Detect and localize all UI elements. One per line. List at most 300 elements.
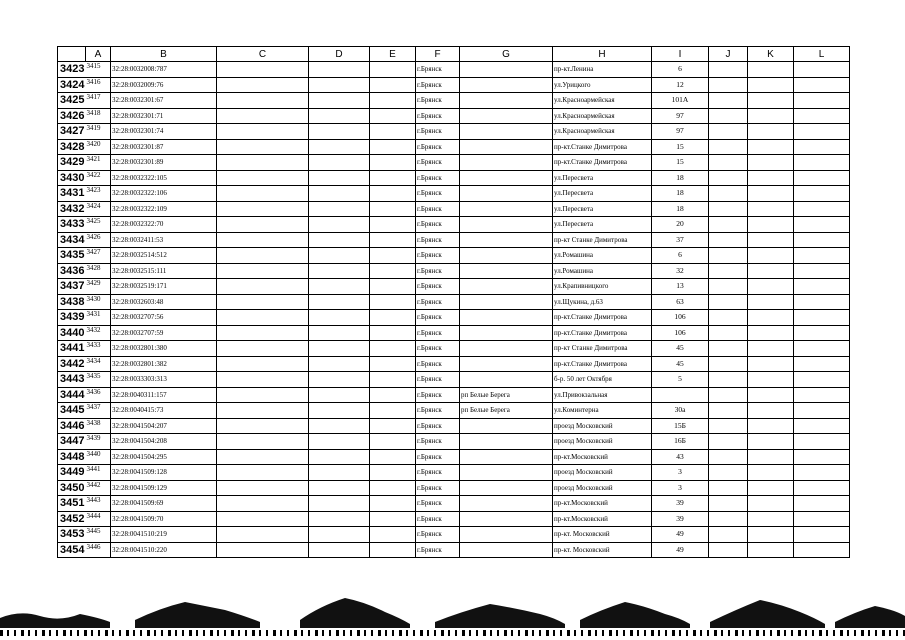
cell-e[interactable] (370, 217, 416, 233)
cell-h[interactable]: ул.Красноармейская (553, 108, 652, 124)
cell-a[interactable]: 3442 (86, 480, 111, 496)
cell-i[interactable]: 30а (652, 403, 709, 419)
cell-l[interactable] (794, 155, 850, 171)
cell-a[interactable]: 3446 (86, 542, 111, 558)
cell-d[interactable] (309, 232, 370, 248)
cell-g[interactable] (460, 294, 553, 310)
cell-b[interactable]: 32:28:0032322:106 (111, 186, 217, 202)
row-number[interactable]: 3432 (58, 201, 86, 217)
cell-c[interactable] (217, 108, 309, 124)
cell-b[interactable]: 32:28:0033303:313 (111, 372, 217, 388)
cell-g[interactable] (460, 542, 553, 558)
cell-g[interactable] (460, 62, 553, 78)
cell-l[interactable] (794, 465, 850, 481)
cell-j[interactable] (709, 403, 748, 419)
cell-k[interactable] (748, 139, 794, 155)
cell-b[interactable]: 32:28:0040415:73 (111, 403, 217, 419)
row-number[interactable]: 3447 (58, 434, 86, 450)
cell-l[interactable] (794, 201, 850, 217)
cell-f[interactable]: г.Брянск (416, 372, 460, 388)
cell-k[interactable] (748, 356, 794, 372)
row-number[interactable]: 3424 (58, 77, 86, 93)
cell-h[interactable]: ул.Привокзальная (553, 387, 652, 403)
cell-i[interactable]: 39 (652, 496, 709, 512)
cell-g[interactable]: рп Белые Берега (460, 403, 553, 419)
cell-l[interactable] (794, 403, 850, 419)
cell-a[interactable]: 3422 (86, 170, 111, 186)
cell-f[interactable]: г.Брянск (416, 77, 460, 93)
cell-d[interactable] (309, 217, 370, 233)
cell-c[interactable] (217, 403, 309, 419)
cell-k[interactable] (748, 542, 794, 558)
cell-l[interactable] (794, 77, 850, 93)
cell-k[interactable] (748, 403, 794, 419)
cell-i[interactable]: 13 (652, 279, 709, 295)
cell-d[interactable] (309, 434, 370, 450)
cell-d[interactable] (309, 542, 370, 558)
cell-h[interactable]: пр-кт Станке Димитрова (553, 341, 652, 357)
cell-b[interactable]: 32:28:0041504:295 (111, 449, 217, 465)
cell-i[interactable]: 18 (652, 170, 709, 186)
cell-f[interactable]: г.Брянск (416, 279, 460, 295)
cell-i[interactable]: 15 (652, 155, 709, 171)
cell-b[interactable]: 32:28:0041510:219 (111, 527, 217, 543)
cell-f[interactable]: г.Брянск (416, 108, 460, 124)
row-number[interactable]: 3426 (58, 108, 86, 124)
cell-j[interactable] (709, 527, 748, 543)
cell-c[interactable] (217, 310, 309, 326)
cell-g[interactable] (460, 465, 553, 481)
cell-g[interactable] (460, 248, 553, 264)
cell-e[interactable] (370, 480, 416, 496)
cell-b[interactable]: 32:28:0032603:48 (111, 294, 217, 310)
cell-k[interactable] (748, 217, 794, 233)
cell-f[interactable]: г.Брянск (416, 310, 460, 326)
cell-k[interactable] (748, 449, 794, 465)
cell-j[interactable] (709, 341, 748, 357)
cell-b[interactable]: 32:28:0032801:380 (111, 341, 217, 357)
cell-f[interactable]: г.Брянск (416, 325, 460, 341)
cell-a[interactable]: 3439 (86, 434, 111, 450)
cell-a[interactable]: 3440 (86, 449, 111, 465)
cell-c[interactable] (217, 62, 309, 78)
cell-i[interactable]: 16Б (652, 434, 709, 450)
cell-h[interactable]: проезд Московский (553, 480, 652, 496)
cell-d[interactable] (309, 186, 370, 202)
cell-f[interactable]: г.Брянск (416, 201, 460, 217)
cell-l[interactable] (794, 527, 850, 543)
cell-k[interactable] (748, 527, 794, 543)
cell-h[interactable]: проезд Московский (553, 418, 652, 434)
cell-g[interactable] (460, 496, 553, 512)
cell-a[interactable]: 3425 (86, 217, 111, 233)
cell-h[interactable]: ул.Красноармейская (553, 124, 652, 140)
cell-d[interactable] (309, 310, 370, 326)
cell-a[interactable]: 3445 (86, 527, 111, 543)
cell-l[interactable] (794, 480, 850, 496)
cell-f[interactable]: г.Брянск (416, 418, 460, 434)
cell-e[interactable] (370, 155, 416, 171)
cell-a[interactable]: 3419 (86, 124, 111, 140)
cell-k[interactable] (748, 62, 794, 78)
cell-g[interactable] (460, 201, 553, 217)
cell-e[interactable] (370, 542, 416, 558)
cell-j[interactable] (709, 449, 748, 465)
cell-g[interactable] (460, 341, 553, 357)
cell-h[interactable]: ул.Пересвета (553, 201, 652, 217)
cell-k[interactable] (748, 325, 794, 341)
cell-c[interactable] (217, 217, 309, 233)
cell-i[interactable]: 3 (652, 465, 709, 481)
cell-g[interactable] (460, 434, 553, 450)
cell-j[interactable] (709, 201, 748, 217)
cell-g[interactable] (460, 93, 553, 109)
cell-c[interactable] (217, 341, 309, 357)
cell-g[interactable] (460, 124, 553, 140)
row-number[interactable]: 3450 (58, 480, 86, 496)
column-header-a[interactable]: A (86, 47, 111, 62)
row-number[interactable]: 3451 (58, 496, 86, 512)
cell-l[interactable] (794, 248, 850, 264)
cell-h[interactable]: б-р. 50 лет Октября (553, 372, 652, 388)
cell-a[interactable]: 3416 (86, 77, 111, 93)
cell-h[interactable]: пр-кт.Ленина (553, 62, 652, 78)
cell-j[interactable] (709, 418, 748, 434)
cell-l[interactable] (794, 124, 850, 140)
cell-f[interactable]: г.Брянск (416, 341, 460, 357)
cell-b[interactable]: 32:28:0041509:69 (111, 496, 217, 512)
column-header-k[interactable]: K (748, 47, 794, 62)
cell-d[interactable] (309, 93, 370, 109)
cell-l[interactable] (794, 325, 850, 341)
cell-i[interactable]: 37 (652, 232, 709, 248)
row-number[interactable]: 3430 (58, 170, 86, 186)
row-number[interactable]: 3452 (58, 511, 86, 527)
cell-d[interactable] (309, 325, 370, 341)
row-number[interactable]: 3438 (58, 294, 86, 310)
cell-f[interactable]: г.Брянск (416, 248, 460, 264)
cell-e[interactable] (370, 108, 416, 124)
cell-h[interactable]: ул.Ромашина (553, 248, 652, 264)
cell-c[interactable] (217, 232, 309, 248)
cell-e[interactable] (370, 310, 416, 326)
cell-e[interactable] (370, 201, 416, 217)
cell-g[interactable] (460, 372, 553, 388)
cell-h[interactable]: ул.Красноармейская (553, 93, 652, 109)
cell-l[interactable] (794, 511, 850, 527)
cell-i[interactable]: 97 (652, 108, 709, 124)
cell-d[interactable] (309, 124, 370, 140)
cell-c[interactable] (217, 93, 309, 109)
cell-f[interactable]: г.Брянск (416, 186, 460, 202)
row-number[interactable]: 3437 (58, 279, 86, 295)
cell-e[interactable] (370, 372, 416, 388)
cell-a[interactable]: 3426 (86, 232, 111, 248)
cell-b[interactable]: 32:28:0041509:128 (111, 465, 217, 481)
cell-c[interactable] (217, 465, 309, 481)
cell-a[interactable]: 3434 (86, 356, 111, 372)
cell-e[interactable] (370, 511, 416, 527)
cell-e[interactable] (370, 62, 416, 78)
cell-l[interactable] (794, 170, 850, 186)
column-header-f[interactable]: F (416, 47, 460, 62)
cell-b[interactable]: 32:28:0041504:207 (111, 418, 217, 434)
cell-c[interactable] (217, 155, 309, 171)
cell-j[interactable] (709, 62, 748, 78)
cell-d[interactable] (309, 77, 370, 93)
cell-h[interactable]: ул.Коминтерна (553, 403, 652, 419)
cell-d[interactable] (309, 356, 370, 372)
cell-b[interactable]: 32:28:0032301:89 (111, 155, 217, 171)
cell-a[interactable]: 3424 (86, 201, 111, 217)
cell-g[interactable] (460, 108, 553, 124)
cell-k[interactable] (748, 201, 794, 217)
cell-g[interactable] (460, 217, 553, 233)
cell-j[interactable] (709, 372, 748, 388)
cell-e[interactable] (370, 279, 416, 295)
cell-l[interactable] (794, 294, 850, 310)
cell-j[interactable] (709, 279, 748, 295)
cell-j[interactable] (709, 465, 748, 481)
cell-d[interactable] (309, 480, 370, 496)
column-header-g[interactable]: G (460, 47, 553, 62)
column-header-c[interactable]: C (217, 47, 309, 62)
cell-j[interactable] (709, 511, 748, 527)
row-number[interactable]: 3442 (58, 356, 86, 372)
cell-l[interactable] (794, 418, 850, 434)
row-number[interactable]: 3449 (58, 465, 86, 481)
cell-i[interactable]: 15Б (652, 418, 709, 434)
cell-h[interactable]: пр-кт. Московский (553, 527, 652, 543)
cell-c[interactable] (217, 77, 309, 93)
cell-a[interactable]: 3435 (86, 372, 111, 388)
cell-k[interactable] (748, 387, 794, 403)
cell-b[interactable]: 32:28:0041509:129 (111, 480, 217, 496)
row-number[interactable]: 3429 (58, 155, 86, 171)
cell-k[interactable] (748, 108, 794, 124)
cell-j[interactable] (709, 155, 748, 171)
cell-b[interactable]: 32:28:0032301:74 (111, 124, 217, 140)
cell-i[interactable]: 106 (652, 325, 709, 341)
cell-c[interactable] (217, 294, 309, 310)
cell-h[interactable]: ул.Крапивницкого (553, 279, 652, 295)
cell-g[interactable] (460, 186, 553, 202)
row-number[interactable]: 3434 (58, 232, 86, 248)
cell-c[interactable] (217, 325, 309, 341)
cell-f[interactable]: г.Брянск (416, 155, 460, 171)
cell-f[interactable]: г.Брянск (416, 527, 460, 543)
cell-b[interactable]: 32:28:0041504:208 (111, 434, 217, 450)
cell-j[interactable] (709, 310, 748, 326)
cell-h[interactable]: пр-кт. Московский (553, 542, 652, 558)
cell-b[interactable]: 32:28:0032801:382 (111, 356, 217, 372)
cell-k[interactable] (748, 170, 794, 186)
cell-f[interactable]: г.Брянск (416, 465, 460, 481)
row-number[interactable]: 3443 (58, 372, 86, 388)
cell-a[interactable]: 3423 (86, 186, 111, 202)
cell-e[interactable] (370, 139, 416, 155)
cell-d[interactable] (309, 201, 370, 217)
cell-g[interactable] (460, 170, 553, 186)
cell-e[interactable] (370, 434, 416, 450)
cell-c[interactable] (217, 356, 309, 372)
cell-g[interactable] (460, 77, 553, 93)
cell-b[interactable]: 32:28:0032707:56 (111, 310, 217, 326)
cell-g[interactable] (460, 310, 553, 326)
cell-e[interactable] (370, 527, 416, 543)
cell-i[interactable]: 6 (652, 62, 709, 78)
cell-f[interactable]: г.Брянск (416, 294, 460, 310)
cell-e[interactable] (370, 403, 416, 419)
cell-d[interactable] (309, 511, 370, 527)
cell-h[interactable]: ул.Ромашина (553, 263, 652, 279)
cell-j[interactable] (709, 217, 748, 233)
cell-k[interactable] (748, 294, 794, 310)
cell-k[interactable] (748, 124, 794, 140)
cell-a[interactable]: 3417 (86, 93, 111, 109)
row-number[interactable]: 3433 (58, 217, 86, 233)
cell-e[interactable] (370, 418, 416, 434)
cell-e[interactable] (370, 325, 416, 341)
column-header-i[interactable]: I (652, 47, 709, 62)
row-number[interactable]: 3431 (58, 186, 86, 202)
cell-b[interactable]: 32:28:0032301:87 (111, 139, 217, 155)
cell-l[interactable] (794, 263, 850, 279)
cell-e[interactable] (370, 356, 416, 372)
cell-g[interactable] (460, 139, 553, 155)
cell-d[interactable] (309, 403, 370, 419)
cell-h[interactable]: ул.Пересвета (553, 170, 652, 186)
cell-h[interactable]: пр-кт.Станке Димитрова (553, 325, 652, 341)
cell-d[interactable] (309, 449, 370, 465)
cell-a[interactable]: 3431 (86, 310, 111, 326)
cell-h[interactable]: пр-кт.Станке Димитрова (553, 139, 652, 155)
cell-f[interactable]: г.Брянск (416, 232, 460, 248)
cell-j[interactable] (709, 294, 748, 310)
cell-k[interactable] (748, 186, 794, 202)
cell-c[interactable] (217, 511, 309, 527)
cell-l[interactable] (794, 356, 850, 372)
cell-b[interactable]: 32:28:0041509:70 (111, 511, 217, 527)
cell-l[interactable] (794, 387, 850, 403)
row-number[interactable]: 3444 (58, 387, 86, 403)
cell-a[interactable]: 3432 (86, 325, 111, 341)
cell-a[interactable]: 3438 (86, 418, 111, 434)
cell-g[interactable] (460, 418, 553, 434)
cell-d[interactable] (309, 294, 370, 310)
cell-h[interactable]: пр-кт.Московский (553, 449, 652, 465)
cell-b[interactable]: 32:28:0032411:53 (111, 232, 217, 248)
cell-a[interactable]: 3415 (86, 62, 111, 78)
cell-l[interactable] (794, 449, 850, 465)
cell-a[interactable]: 3421 (86, 155, 111, 171)
cell-k[interactable] (748, 310, 794, 326)
cell-d[interactable] (309, 108, 370, 124)
cell-h[interactable]: проезд Московский (553, 465, 652, 481)
cell-d[interactable] (309, 170, 370, 186)
cell-g[interactable] (460, 325, 553, 341)
cell-a[interactable]: 3437 (86, 403, 111, 419)
cell-b[interactable]: 32:28:0032515:111 (111, 263, 217, 279)
cell-d[interactable] (309, 387, 370, 403)
cell-i[interactable]: 6 (652, 248, 709, 264)
cell-c[interactable] (217, 434, 309, 450)
cell-e[interactable] (370, 248, 416, 264)
cell-l[interactable] (794, 186, 850, 202)
cell-k[interactable] (748, 155, 794, 171)
row-number[interactable]: 3448 (58, 449, 86, 465)
cell-l[interactable] (794, 434, 850, 450)
cell-k[interactable] (748, 232, 794, 248)
cell-c[interactable] (217, 387, 309, 403)
column-header-j[interactable]: J (709, 47, 748, 62)
cell-g[interactable] (460, 279, 553, 295)
cell-k[interactable] (748, 511, 794, 527)
cell-a[interactable]: 3436 (86, 387, 111, 403)
cell-a[interactable]: 3441 (86, 465, 111, 481)
cell-b[interactable]: 32:28:0032009:76 (111, 77, 217, 93)
cell-c[interactable] (217, 418, 309, 434)
column-header-d[interactable]: D (309, 47, 370, 62)
row-number[interactable]: 3425 (58, 93, 86, 109)
cell-c[interactable] (217, 186, 309, 202)
cell-e[interactable] (370, 263, 416, 279)
cell-i[interactable]: 101А (652, 93, 709, 109)
cell-h[interactable]: пр-кт Станке Димитрова (553, 232, 652, 248)
cell-d[interactable] (309, 496, 370, 512)
cell-c[interactable] (217, 201, 309, 217)
cell-h[interactable]: пр-кт.Московский (553, 511, 652, 527)
cell-e[interactable] (370, 294, 416, 310)
cell-i[interactable]: 49 (652, 542, 709, 558)
cell-i[interactable]: 32 (652, 263, 709, 279)
cell-l[interactable] (794, 93, 850, 109)
cell-l[interactable] (794, 139, 850, 155)
cell-j[interactable] (709, 356, 748, 372)
cell-l[interactable] (794, 310, 850, 326)
cell-a[interactable]: 3418 (86, 108, 111, 124)
cell-a[interactable]: 3443 (86, 496, 111, 512)
cell-j[interactable] (709, 434, 748, 450)
cell-b[interactable]: 32:28:0032707:59 (111, 325, 217, 341)
cell-d[interactable] (309, 248, 370, 264)
cell-l[interactable] (794, 108, 850, 124)
cell-j[interactable] (709, 108, 748, 124)
cell-k[interactable] (748, 434, 794, 450)
cell-j[interactable] (709, 124, 748, 140)
cell-f[interactable]: г.Брянск (416, 387, 460, 403)
cell-e[interactable] (370, 93, 416, 109)
row-number[interactable]: 3441 (58, 341, 86, 357)
cell-i[interactable]: 106 (652, 310, 709, 326)
cell-f[interactable]: г.Брянск (416, 217, 460, 233)
cell-g[interactable] (460, 449, 553, 465)
cell-h[interactable]: ул.Пересвета (553, 186, 652, 202)
cell-l[interactable] (794, 279, 850, 295)
cell-e[interactable] (370, 465, 416, 481)
cell-i[interactable]: 18 (652, 186, 709, 202)
cell-i[interactable]: 45 (652, 341, 709, 357)
cell-j[interactable] (709, 263, 748, 279)
column-header-b[interactable]: B (111, 47, 217, 62)
corner-cell[interactable] (58, 47, 86, 62)
row-number[interactable]: 3440 (58, 325, 86, 341)
cell-b[interactable]: 32:28:0032301:67 (111, 93, 217, 109)
cell-l[interactable] (794, 232, 850, 248)
cell-i[interactable]: 5 (652, 372, 709, 388)
cell-e[interactable] (370, 496, 416, 512)
row-number[interactable]: 3439 (58, 310, 86, 326)
